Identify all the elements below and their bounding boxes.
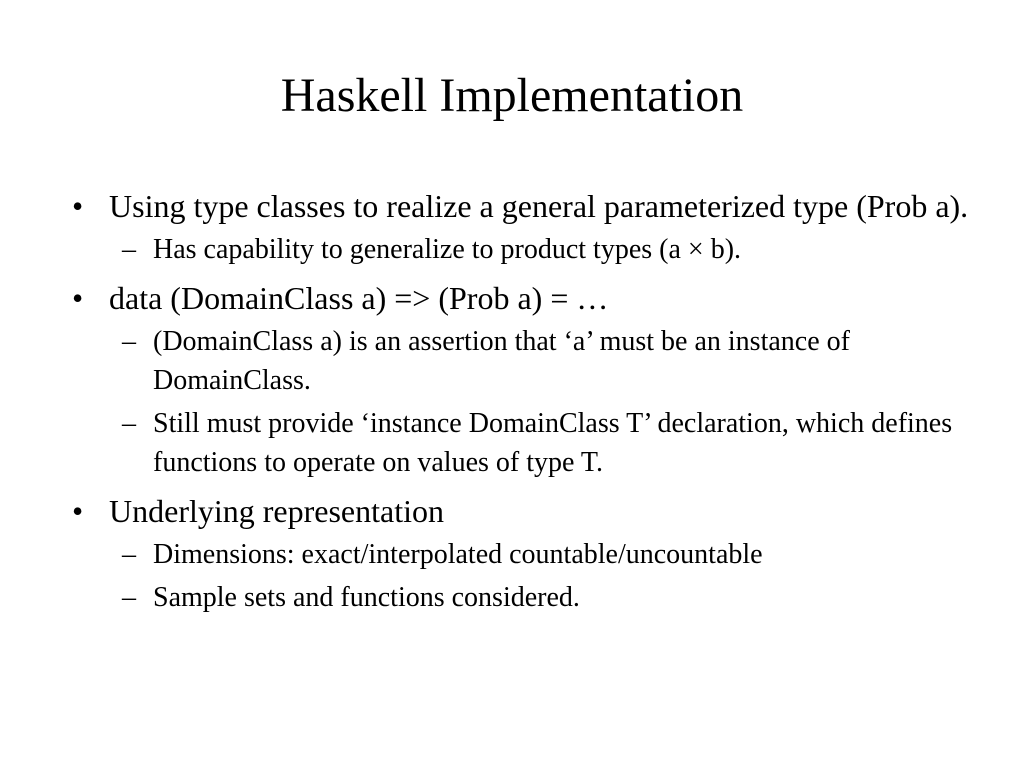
sub-bullet-text: Has capability to generalize to product types (a × b). [153, 234, 742, 265]
bullet-text: Underlying representation [109, 493, 444, 529]
sub-bullet-text: Sample sets and functions considered. [153, 582, 580, 613]
bullet-mark: • [72, 188, 84, 224]
slide-title: Haskell Implementation [280, 69, 744, 122]
sub-bullet-1-1 [72, 230, 972, 269]
sub-bullet-text: Dimensions: exact/interpolated countable/uncountable [153, 539, 763, 570]
sub-bullet-text: Still must provide ‘instance DomainClass T’ declaration, which defines functions to operate on values of type T. [153, 408, 953, 478]
sub-bullet-mark: – [122, 234, 136, 265]
bullet-2 [72, 278, 972, 318]
sub-bullet-mark: – [122, 582, 136, 613]
bullet-mark: • [72, 280, 84, 316]
bullet-text: data (DomainClass a) => (Prob a) = … [109, 280, 609, 316]
bullet-1 [72, 186, 972, 226]
bullet-mark: • [72, 493, 84, 529]
sub-bullet-mark: – [122, 326, 136, 357]
sub-bullet-3-1 [72, 535, 972, 574]
sub-bullet-3-2 [72, 578, 972, 617]
bullet-text: Using type classes to realize a general parameterized type (Prob a). [109, 188, 969, 224]
bullet-3 [72, 491, 972, 531]
sub-bullet-2-2 [72, 404, 972, 482]
slide-body [72, 186, 972, 617]
sub-bullet-mark: – [122, 408, 136, 439]
sub-bullet-mark: – [122, 539, 136, 570]
sub-bullet-text: (DomainClass a) is an assertion that ‘a’ must be an instance of DomainClass. [153, 326, 850, 396]
sub-bullet-2-1 [72, 322, 972, 400]
